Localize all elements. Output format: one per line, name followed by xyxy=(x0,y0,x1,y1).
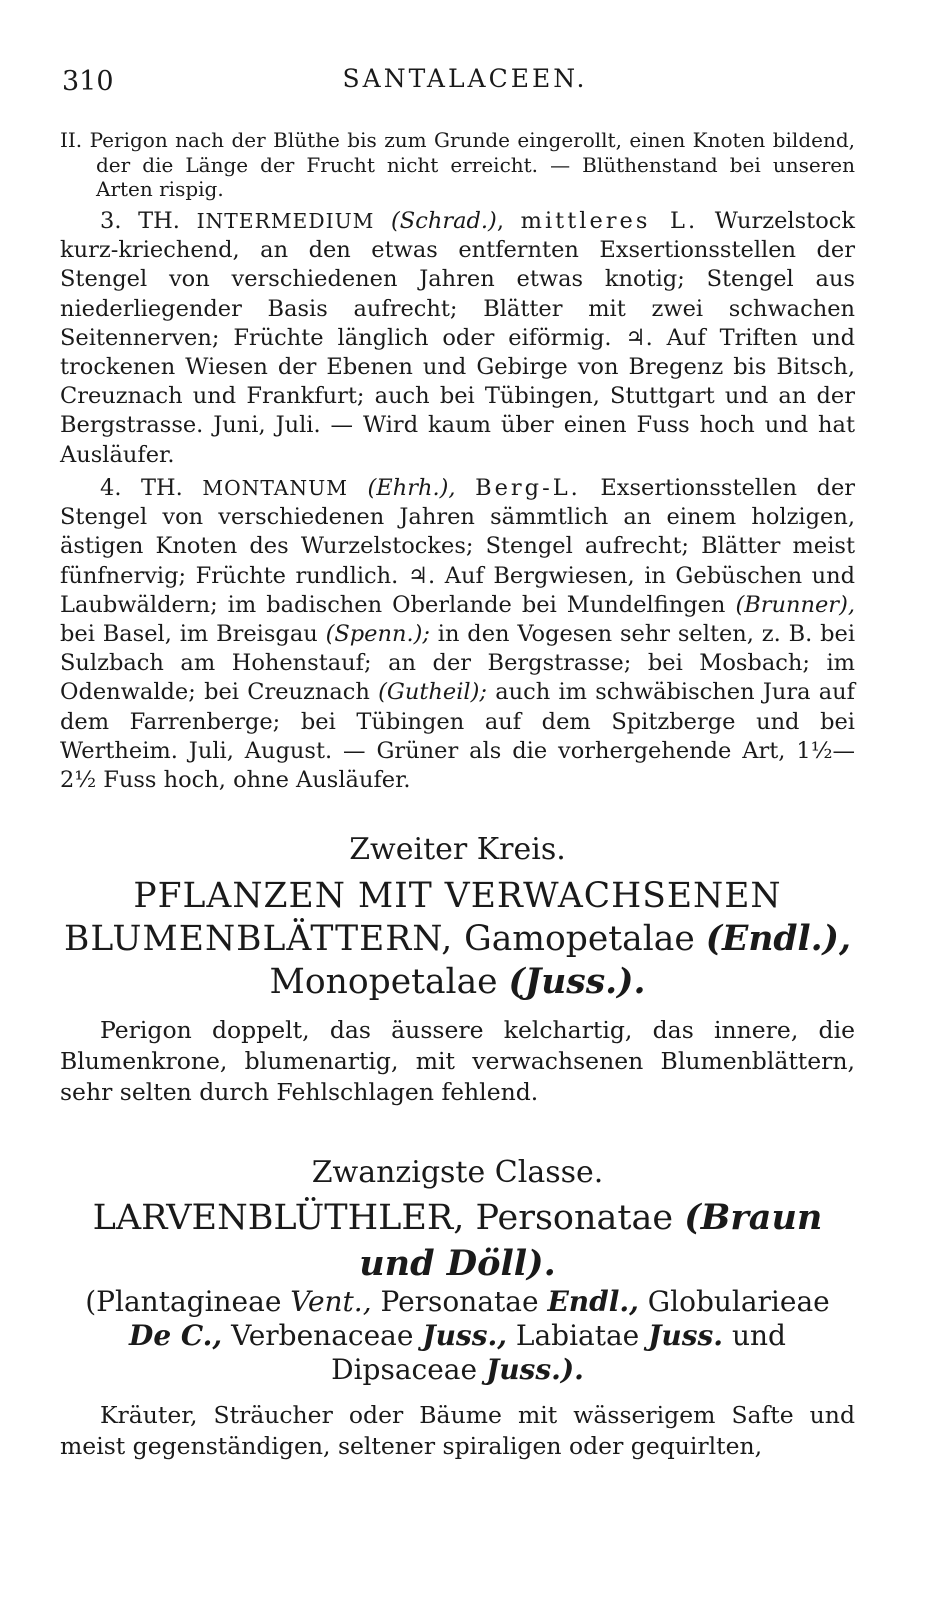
kreis-authority-1: (Endl.), xyxy=(705,919,851,959)
classe-heading: Zwanzigste Classe. xyxy=(311,1155,604,1190)
include-authority: Juss.). xyxy=(485,1353,584,1386)
section-ii-numeral: II. xyxy=(60,128,83,152)
species-4-habitat-3: in den Vogesen sehr selten, z. B. bei Sulzbach am Hohenstauf; an der Bergstrasse; bei Mosbach; im Odenwalde; bei Creuznach xyxy=(60,621,856,706)
classe-includes xyxy=(60,1285,855,1387)
species-4-name: MONTANUM xyxy=(202,476,348,500)
kreis-title xyxy=(60,875,855,1004)
species-3-name: INTERMEDIUM xyxy=(196,209,375,233)
species-4-description: Exsertionsstellen der Stengel von verschiedenen Jahren sämmtlich an einem holzigen, ästigen Knoten des Wurzelstockes; Stengel aufrecht; Blätter meist fünfnervig; Früchte rundlich. xyxy=(60,475,856,589)
species-4 xyxy=(60,474,855,795)
include-authority: De C., xyxy=(129,1319,223,1352)
species-3-common-name: mittleres L. xyxy=(520,208,699,234)
classe-title xyxy=(60,1195,855,1287)
species-4-ref-spenn: (Spenn.); xyxy=(325,621,430,648)
species-3: 3. TH. INTERMEDIUM (Schrad.), mittleres L. Wurzelstock kurz-kriechend, an den etwas entfernten Exsertionsstellen der Stengel von verschiedenen Jahren etwas knotig; Stengel aus niederliegender Basis aufrecht; Blätter mit zwei schwachen Seitennerven; Früchte länglich oder eiförmig. ♃. Auf Triften und trockenen Wiesen der Ebenen und Gebirge von Bregenz bis Bitsch, Creuznach und Frankfurt; auch bei Tübingen, Stuttgart und an der Bergstrasse. Juni, Juli. — Wird kaum über einen Fuss hoch und hat Ausläufer. xyxy=(60,208,855,468)
include-name: und Dipsaceae xyxy=(331,1319,786,1386)
species-4-authority: (Ehrh.), xyxy=(367,475,456,501)
section-ii xyxy=(60,128,855,202)
classe-title-latin: Personatae xyxy=(475,1198,674,1238)
species-4-size: 1½—2½ xyxy=(60,737,856,794)
kreis-description: Perigon doppelt, das äussere kelchartig, das innere, die Blumenkrone, blumenartig, mit verwachsenen Blumenblättern, sehr selten durch Fehlschlagen fehlend. xyxy=(60,1016,855,1106)
section-ii-text: Perigon nach der Blüthe bis zum Grunde eingerollt, einen Knoten bildend, der die Länge der Frucht nicht erreicht. — Blüthenstand bei unseren Arten rispig. xyxy=(89,128,856,201)
kreis-authority-2: (Juss.). xyxy=(508,962,646,1002)
include-authority: Vent., xyxy=(290,1285,372,1318)
species-4-habitat: Auf Bergwiesen, in Gebüschen und Laubwäldern; im badischen Oberlande bei Mundelfingen xyxy=(60,562,855,618)
include-name: Globularieae xyxy=(647,1285,830,1318)
species-3-habitat: Auf Triften und trockenen Wiesen der Ebenen und Gebirge von Bregenz bis Bitsch, Creuznach und Frankfurt; auch bei Tübingen, Stuttgart und an der Bergstrasse. Juni, Juli. — Wird kaum über einen Fuss hoch und hat Ausläufer. xyxy=(60,324,855,468)
species-4-habitat-2: bei Basel, im Breisgau xyxy=(60,621,318,648)
kreis-title-latin-2: Monopetalae xyxy=(269,962,498,1002)
classe-title-caps: LARVENBLÜTHLER, xyxy=(92,1198,465,1238)
species-4-number: 4. TH. xyxy=(100,475,183,501)
classe-authority: (Braun und Döll). xyxy=(359,1197,823,1284)
include-name: Verbenaceae xyxy=(231,1319,414,1352)
include-authority: Endl., xyxy=(547,1285,639,1318)
species-4-habitat-5: Fuss hoch, ohne Ausläufer. xyxy=(103,767,411,794)
include-authority: Juss. xyxy=(648,1319,724,1352)
kreis-title-caps: PFLANZEN MIT VERWACHSENEN BLUMENBLÄTTERN, xyxy=(63,876,782,959)
classe-description: Kräuter, Sträucher oder Bäume mit wässerigem Safte und meist gegenständigen, seltener spiraligen oder gequirlten, xyxy=(60,1401,855,1460)
include-name: Personatae xyxy=(380,1285,539,1318)
species-4-ref-gutheil: (Gutheil); xyxy=(378,679,487,706)
include-name: (Plantagineae xyxy=(85,1285,282,1318)
kreis-title-latin: Gamopetalae xyxy=(464,919,695,959)
species-4-habitat-4: auch im schwäbischen Jura auf dem Farrenberge; bei Tübingen auf dem Spitzberge und bei Wertheim. Juli, August. — Grüner als die vorhergehende Art, xyxy=(60,679,855,764)
species-3-authority: (Schrad.) xyxy=(391,208,497,234)
kreis-heading: Zweiter Kreis. xyxy=(349,832,566,867)
perennial-symbol: ♃. xyxy=(625,324,653,351)
species-3-number: 3. TH. xyxy=(100,208,180,234)
running-title: SANTALACEEN. xyxy=(342,64,588,93)
page-number: 310 xyxy=(62,66,114,97)
perennial-symbol: ♃. xyxy=(407,562,436,589)
species-3-description: Wurzelstock kurz-kriechend, an den etwas entfernten Exsertionsstellen der Stengel von verschiedenen Jahren etwas knotig; Stengel aus niederliegender Basis aufrecht; Blätter mit zwei schwachen Seitennerven; Früchte länglich oder eiförmig. xyxy=(60,208,855,351)
include-authority: Juss., xyxy=(422,1319,507,1352)
include-name: Labiatae xyxy=(515,1319,640,1352)
species-4-common-name: Berg-L. xyxy=(475,475,581,501)
species-4-ref-brunner: (Brunner), xyxy=(735,591,855,618)
